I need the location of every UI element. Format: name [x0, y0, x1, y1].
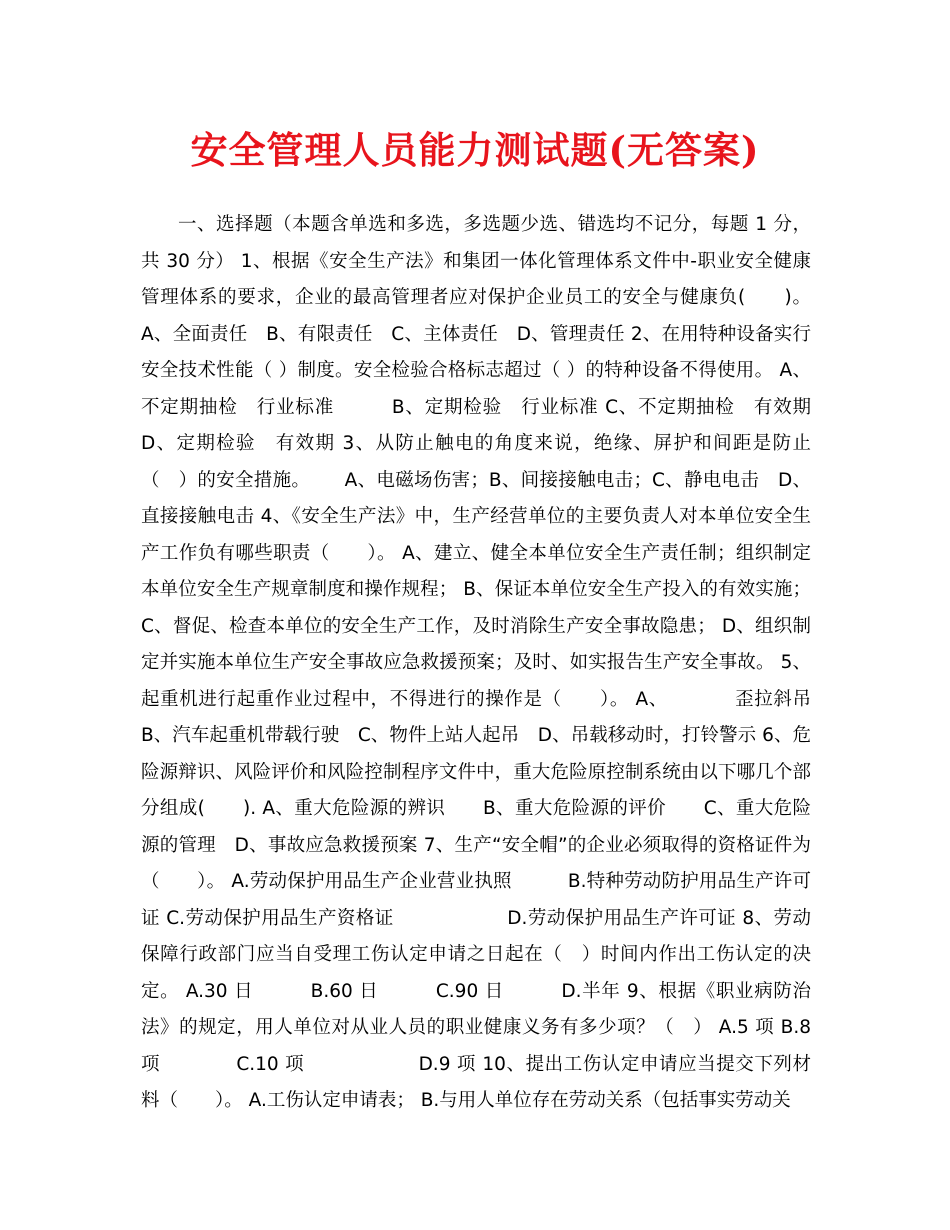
document-title: 安全管理人员能力测试题(无答案): [190, 128, 760, 172]
question-body-text: 一、选择题（本题含单选和多选，多选题少选、错选均不记分，每题 1 分，共 30 分） 1、根据《安全生产法》和集团一体化管理体系文件中-职业安全健康管理体系的要求，企业的最高管理者应对保护企业员工的安全与健康负( )。 A、全面责任 B、有限责任 C、主体责任 D、管理责任 2、在用特种设备实行安全技术性能（ ）制度。安全检验合格标志超过（ ）的特种设备不得使用。 A、不定期抽检 行业标准 B、定期检验 行业标准 C、不定期抽检 有效期 D、定期检验 有效期 3、从防止触电的角度来说，绝缘、屏护和间距是防止（ ）的安全措施。 A、电磁场伤害；B、间接接触电击；C、静电电击 D、直接接触电击 4、《安全生产法》中，生产经营单位的主要负责人对本单位安全生产工作负有哪些职责（ ）。 A、建立、健全本单位安全生产责任制；组织制定本单位安全生产规章制度和操作规程； B、保证本单位安全生产投入的有效实施； C、督促、检查本单位的安全生产工作，及时消除生产安全事故隐患； D、组织制定并实施本单位生产安全事故应急救援预案；及时、如实报告生产安全事故。 5、起重机进行起重作业过程中，不得进行的操作是（ ）。 A、 歪拉斜吊 B、汽车起重机带载行驶 C、物件上站人起吊 D、吊载移动时，打铃警示 6、危险源辩识、风险评价和风险控制程序文件中，重大危险原控制系统由以下哪几个部分组成( ). A、重大危险源的辨识 B、重大危险源的评价 C、重大危险源的管理 D、事故应急救援预案 7、生产“安全帽”的企业必须取得的资格证件为（ ）。 A.劳动保护用品生产企业营业执照 B.特种劳动防护用品生产许可证 C.劳动保护用品生产资格证 D.劳动保护用品生产许可证 8、劳动保障行政部门应当自受理工伤认定申请之日起在（ ）时间内作出工伤认定的决定。 A.30 日 B.60 日 C.90 日 D.半年 9、根据《职业病防治法》的规定，用人单位对从业人员的职业健康义务有多少项？（ ） A.5 项 B.8 项 C.10 项 D.9 项 10、提出工伤认定申请应当提交下列材料（ ）。 A.工伤认定申请表； B.与用人单位存在劳动关系（包括事实劳动关: [141, 214, 811, 1111]
